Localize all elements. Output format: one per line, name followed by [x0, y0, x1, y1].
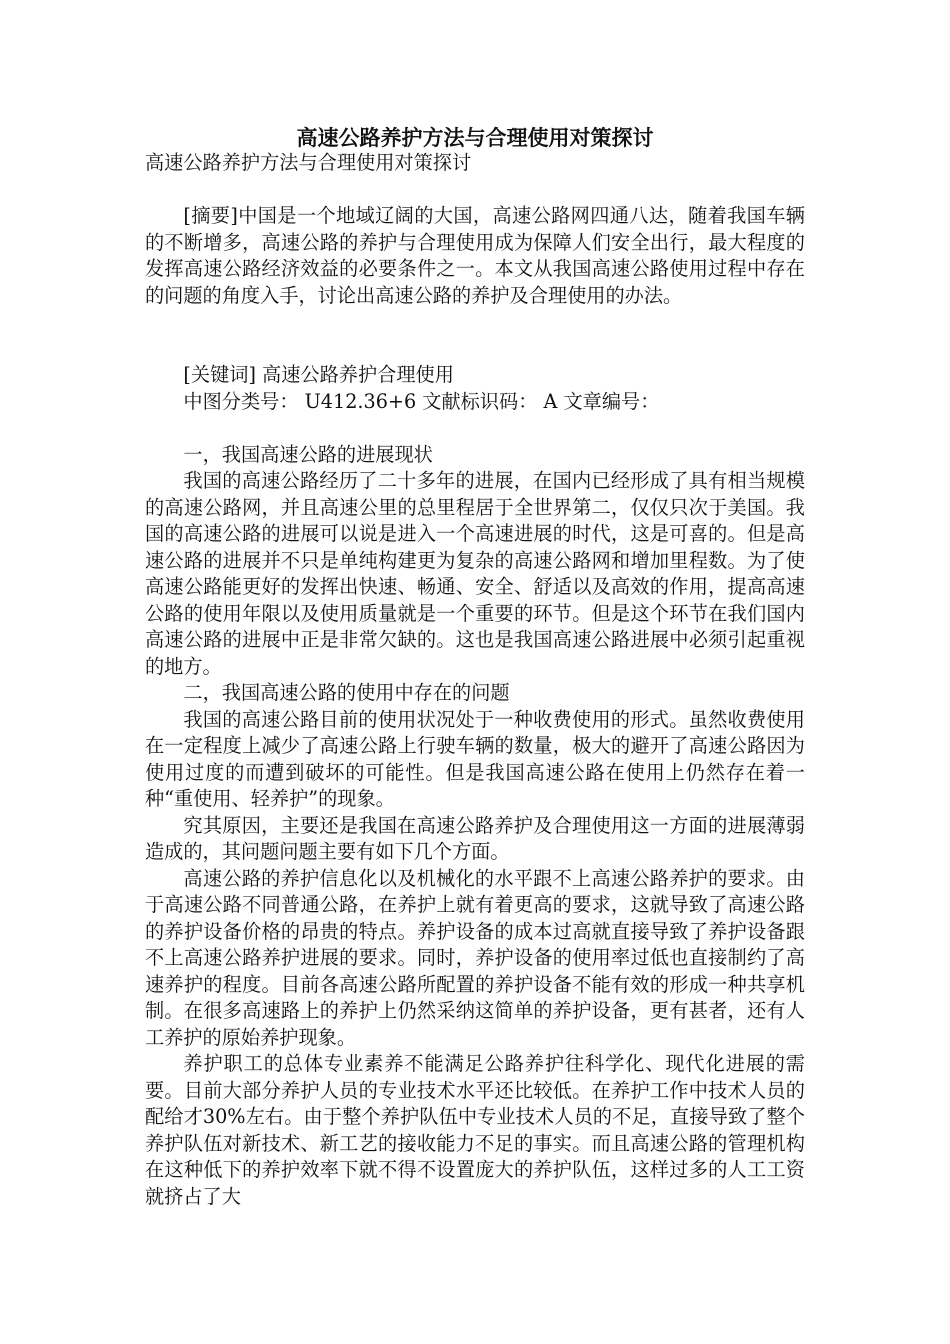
document-title: 高速公路养护方法与合理使用对策探讨 — [296, 125, 654, 150]
classification-line: 中图分类号： U412.36+6 文献标识码： A 文章编号： — [183, 389, 660, 413]
document-body — [145, 150, 805, 1210]
keywords-line: [关键词] 高速公路养护合理使用 — [183, 363, 454, 386]
paragraph-section2-3: 高速公路的养护信息化以及机械化的水平跟不上高速公路养护的要求。由于高速公路不同普通公路，在养护上就有着更高的要求，这就导致了高速公路的养护设备价格的昂贵的特点。养护设备的成本过高就直接导致了养护设备跟不上高速公路养护进展的要求。同时，养护设备的使用率过低也直接制约了高速养护的程度。目前各高速公路所配置的养护设备不能有效的形成一种共享机制。在很多高速路上的养护上仍然采纳这简单的养护设备，更有甚者，还有人工养护的原始养护现象。 — [145, 866, 805, 1049]
abstract-paragraph: [摘要]中国是一个地域辽阔的大国，高速公路网四通八达，随着我国车辆的不断增多，高速公路的养护与合理使用成为保障人们安全出行，最大程度的发挥高速公路经济效益的必要条件之一。本文从我国高速公路使用过程中存在的问题的角度入手，讨论出高速公路的养护及合理使用的办法。 — [145, 204, 805, 307]
spacer — [145, 309, 805, 362]
paragraph-section2-1: 我国的高速公路目前的使用状况处于一种收费使用的形式。虽然收费使用在一定程度上减少了高速公路上行驶车辆的数量，极大的避开了高速公路因为使用过度的而遭到破坏的可能性。但是我国高速公路在使用上仍然存在着一种“重使用、轻养护”的现象。 — [145, 707, 805, 810]
spacer — [145, 177, 805, 204]
paragraph-section1-1: 我国的高速公路经历了二十多年的进展，在国内已经形成了具有相当规模的高速公路网，并且高速公里的总里程居于全世界第二，仅仅只次于美国。我国的高速公路的进展可以说是进入一个高速进展的时代，这是可喜的。但是高速公路的进展并不只是单纯构建更为复杂的高速公路网和增加里程数。为了使高速公路能更好的发挥出快速、畅通、安全、舒适以及高效的作用，提高高速公路的使用年限以及使用质量就是一个重要的环节。但是这个环节在我们国内高速公路的进展中正是非常欠缺的。这也是我国高速公路进展中必须引起重视的地方。 — [145, 469, 805, 678]
spacer — [145, 415, 805, 442]
paragraph-section2-4: 养护职工的总体专业素养不能满足公路养护往科学化、现代化进展的需要。目前大部分养护人员的专业技术水平还比较低。在养护工作中技术人员的配给才30%左右。由于整个养护队伍中专业技术人员的不足，直接导致了整个养护队伍对新技术、新工艺的接收能力不足的事实。而且高速公路的管理机构在这种低下的养护效率下就不得不设置庞大的养护队伍，这样过多的人工工资就挤占了大 — [145, 1052, 805, 1208]
section-heading-1: 一，我国高速公路的进展现状 — [183, 442, 433, 466]
paragraph-section2-2: 究其原因，主要还是我国在高速公路养护及合理使用这一方面的进展薄弱造成的，其问题问题主要有如下几个方面。 — [145, 813, 805, 863]
document-subtitle: 高速公路养护方法与合理使用对策探讨 — [145, 151, 472, 174]
section-heading-2: 二，我国高速公路的使用中存在的问题 — [183, 681, 510, 704]
